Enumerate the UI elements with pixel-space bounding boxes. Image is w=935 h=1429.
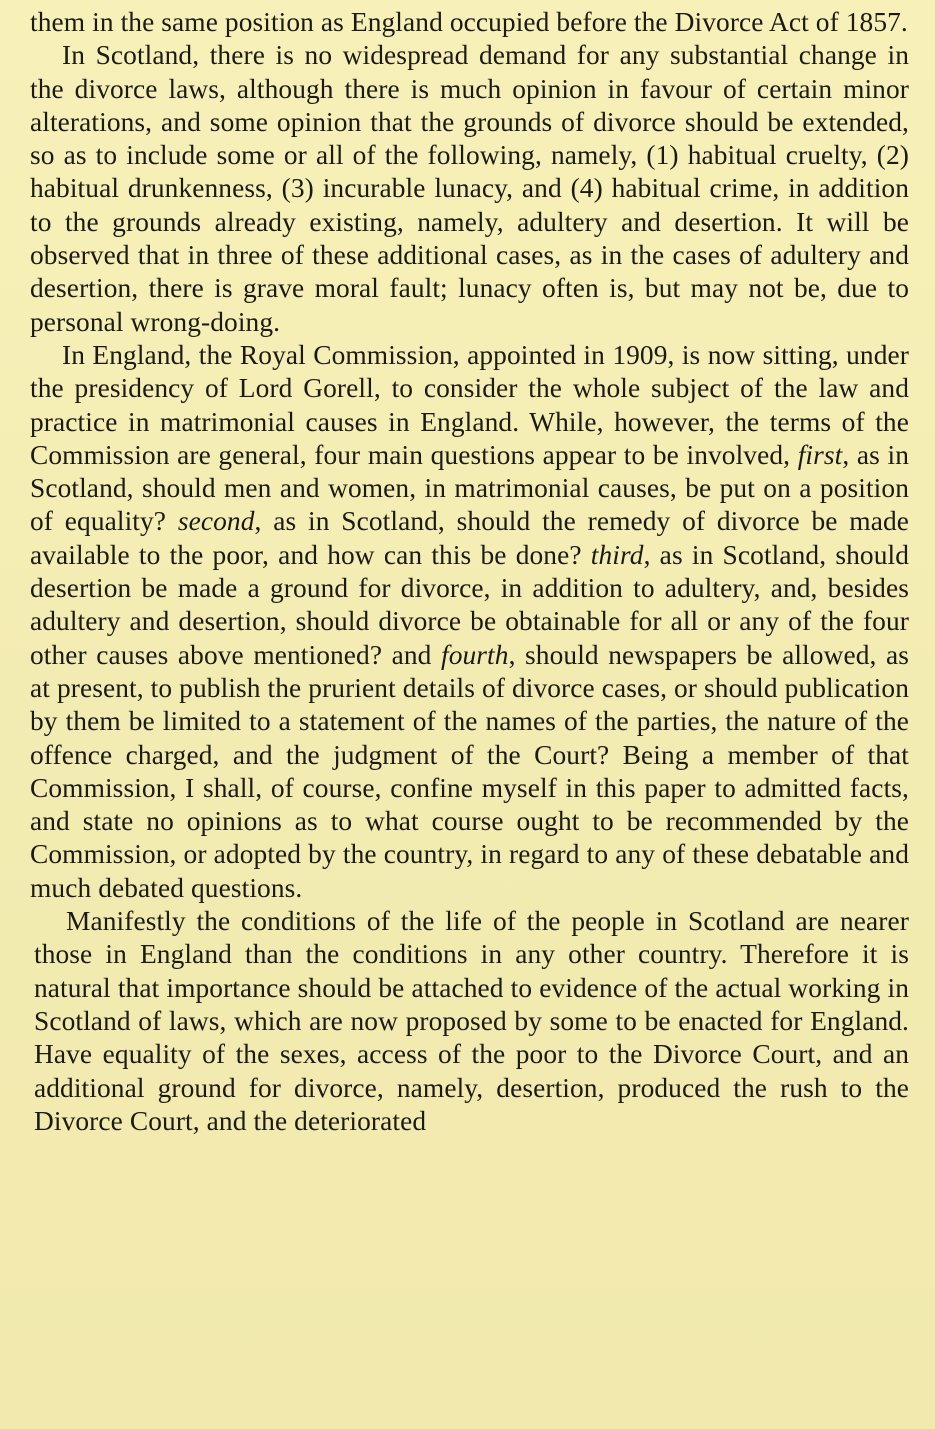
paragraph-3-text-3: , as in Scotland, should the remedy of divorce be made available to the poor, and how can this be done? bbox=[30, 506, 910, 570]
paragraph-3-text-5: , should newspapers be allowed, as at present, to publish the prurient details of divorce cases, or should publication by them be limited to a statement of the names of the parties, the nature of the offence charged, and the judgment of the Court? Being a member of that Commission, I shall, of course, confine myself in this paper to admitted facts, and state no opinions as to what course ought to be recommended by the Commission, or adopted by the country, in regard to any of these debatable and much debated questions. bbox=[30, 639, 909, 903]
paragraph-3-italic-third: third bbox=[590, 539, 644, 570]
paragraph-4-text: Manifestly the conditions of the life of the people in Scotland are nearer those in England than the conditions in any other country. Therefore it is natural that importance should be attached to evidence of the actual working in Scotland of laws, which are now proposed by some to be enacted for England. Have equality of the sexes, access of the poor to the Divorce Court, and an additional ground for divorce, namely, desertion, produced the rush to the Divorce Court, and the deteriorated bbox=[34, 906, 909, 1136]
paragraph-3-text-2: , as in Scotland, should men and women, in matrimonial causes, be put on a position of equality? bbox=[30, 439, 909, 537]
paragraph-3 bbox=[30, 339, 909, 905]
paragraph-3-text-1: In England, the Royal Commission, appointed in 1909, is now sitting, under the presidency of Lord Gorell, to consider the whole subject of the law and practice in matrimonial causes in England. While, however, the terms of the Commission are general, four main questions appear to be involved, bbox=[30, 339, 909, 470]
paragraph-3-text-4: , as in Scotland, should desertion be made a ground for divorce, in addition to adultery, and, besides adultery and desertion, should divorce be obtainable for all or any of the four other causes above mentioned? and bbox=[30, 539, 909, 670]
paragraph-3-italic-second: second bbox=[177, 506, 255, 537]
paragraph-2 bbox=[30, 39, 909, 339]
paragraph-1-text: them in the same position as England occupied before the Divorce Act of 1857. bbox=[30, 7, 908, 37]
paragraph-1 bbox=[30, 6, 909, 39]
body-text bbox=[30, 6, 909, 1138]
paragraph-3-italic-fourth: fourth bbox=[441, 639, 509, 670]
paragraph-4 bbox=[30, 905, 909, 1138]
paragraph-3-italic-first: first bbox=[797, 439, 843, 470]
paragraph-2-text: In Scotland, there is no widespread demand for any substantial change in the divorce laws, although there is much opinion in favour of certain minor alterations, and some opinion that the grounds of divorce should be extended, so as to include some or all of the following, namely, (1) habitual cruelty, (2) habitual drunkenness, (3) incurable lunacy, and (4) habitual crime, in addition to the grounds already existing, namely, adultery and desertion. It will be observed that in three of these additional cases, as in the cases of adultery and desertion, there is grave moral fault; lunacy often is, but may not be, due to personal wrong-doing. bbox=[30, 40, 909, 337]
